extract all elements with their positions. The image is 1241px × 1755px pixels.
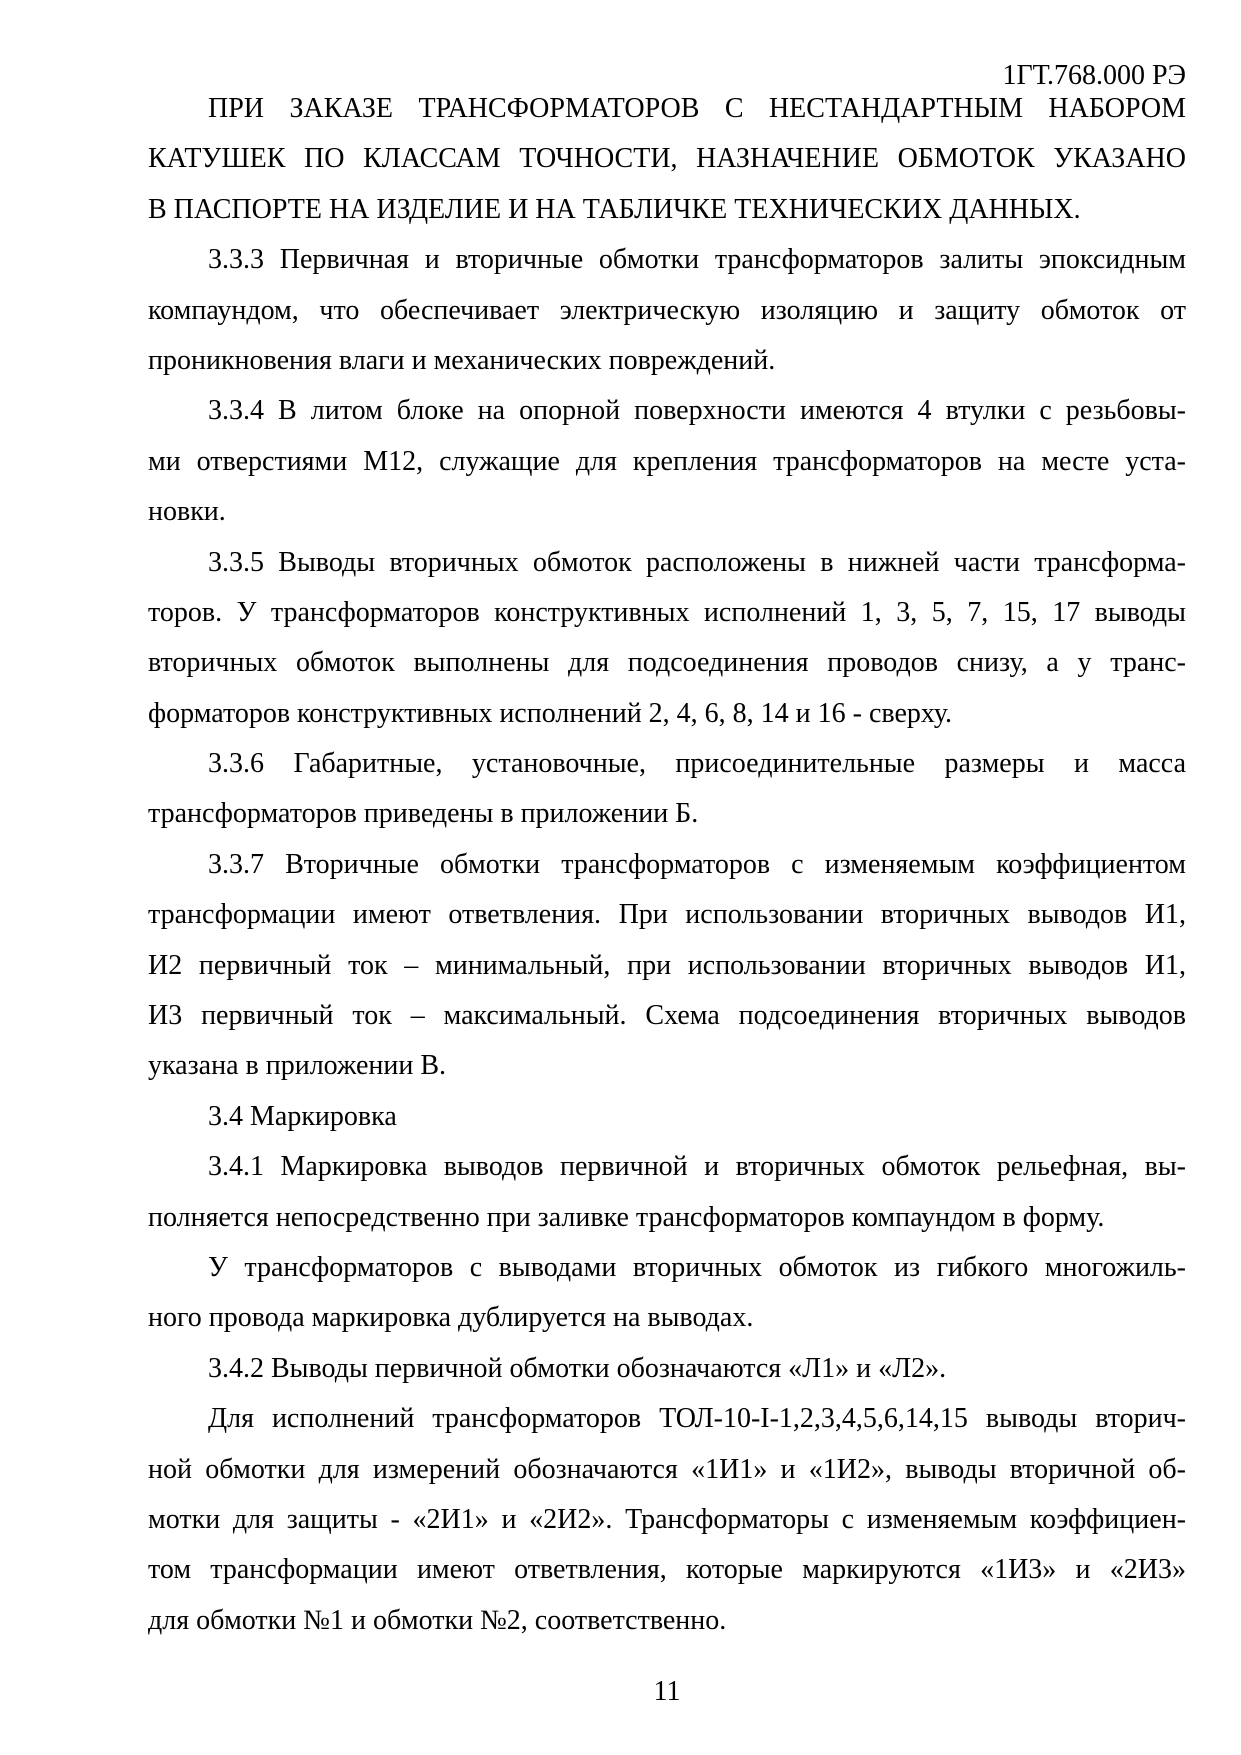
text-line: И2 первичный ток – минимальный, при использовании вторичных выводов И1,: [148, 949, 1186, 981]
text-line: 3.3.3 Первичная и вторичные обмотки трансформаторов залиты эпоксидным: [208, 244, 1186, 276]
text-line: форматоров конструктивных исполнений 2, 4, 6, 8, 14 и 16 - сверху.: [148, 697, 953, 729]
text-line: проникновения влаги и механических повреждений.: [148, 344, 776, 376]
text-line: для обмотки №1 и обмотки №2, соответственно.: [148, 1604, 727, 1636]
para-3-4-2: [148, 1344, 1186, 1394]
text-line: 3.3.5 Выводы вторичных обмоток расположены в нижней части трансформа-: [208, 546, 1186, 578]
para-3-4-2-detail: [148, 1394, 1186, 1646]
text-line: И3 первичный ток – максимальный. Схема подсоединения вторичных выводов: [148, 1000, 1186, 1032]
para-3-4-heading: [148, 1092, 1186, 1142]
text-line: указана в приложении В.: [148, 1050, 447, 1082]
para-3-3-7: [148, 840, 1186, 1092]
paragraphs: [148, 84, 1186, 1646]
text-line: 3.3.7 Вторичные обмотки трансформаторов с изменяемым коэффициентом: [208, 848, 1186, 880]
text-line: трансформаторов приведены в приложении Б.: [148, 798, 699, 830]
text-line: полняется непосредственно при заливке трансформаторов компаундом в форму.: [148, 1201, 1105, 1233]
text-line: ного провода маркировка дублируется на выводах.: [148, 1302, 754, 1334]
text-line: ми отверстиями М12, служащие для крепления трансформаторов на месте уста-: [148, 445, 1186, 477]
text-line: 3.4 Маркировка: [208, 1100, 397, 1132]
text-line: В ПАСПОРТЕ НА ИЗДЕЛИЕ И НА ТАБЛИЧКЕ ТЕХНИЧЕСКИХ ДАННЫХ.: [148, 193, 1081, 225]
para-order-note: [148, 84, 1186, 235]
text-line: КАТУШЕК ПО КЛАССАМ ТОЧНОСТИ, НАЗНАЧЕНИЕ ОБМОТОК УКАЗАНО: [148, 143, 1186, 175]
text-line: трансформации имеют ответвления. При использовании вторичных выводов И1,: [148, 899, 1186, 931]
text-line: Для исполнений трансформаторов ТОЛ-10-I-1,2,3,4,5,6,14,15 выводы вторич-: [208, 1403, 1186, 1435]
text-line: мотки для защиты - «2И1» и «2И2». Трансформаторы с изменяемым коэффициен-: [148, 1503, 1186, 1535]
para-3-3-4: [148, 386, 1186, 537]
text-line: 3.4.2 Выводы первичной обмотки обозначаются «Л1» и «Л2».: [208, 1352, 947, 1384]
text-line: 3.3.4 В литом блоке на опорной поверхности имеются 4 втулки с резьбовы-: [208, 395, 1186, 427]
text-line: 3.4.1 Маркировка выводов первичной и вторичных обмоток рельефная, вы-: [208, 1151, 1186, 1183]
text-line: У трансформаторов с выводами вторичных обмоток из гибкого многожиль-: [208, 1251, 1186, 1283]
page-number: 11: [653, 1676, 681, 1707]
para-3-4-1: [148, 1142, 1186, 1243]
text-line: новки.: [148, 496, 226, 528]
para-3-4-1-note: [148, 1243, 1186, 1344]
text-line: вторичных обмоток выполнены для подсоединения проводов снизу, а у транс-: [148, 647, 1186, 679]
para-3-3-6: [148, 739, 1186, 840]
para-3-3-3: [148, 235, 1186, 386]
para-3-3-5: [148, 538, 1186, 740]
text-line: ПРИ ЗАКАЗЕ ТРАНСФОРМАТОРОВ С НЕСТАНДАРТНЫМ НАБОРОМ: [208, 93, 1186, 124]
text-line: ной обмотки для измерений обозначаются «1И1» и «1И2», выводы вторичной об-: [148, 1453, 1186, 1485]
text-line: компаундом, что обеспечивает электрическую изоляцию и защиту обмоток от: [148, 294, 1186, 326]
text-line: 3.3.6 Габаритные, установочные, присоединительные размеры и масса: [208, 748, 1186, 780]
text-line: том трансформации имеют ответвления, которые маркируются «1И3» и «2И3»: [148, 1554, 1186, 1586]
text-line: торов. У трансформаторов конструктивных исполнений 1, 3, 5, 7, 15, 17 выводы: [148, 596, 1186, 628]
doc-code: 1ГТ.768.000 РЭ: [1002, 60, 1186, 91]
